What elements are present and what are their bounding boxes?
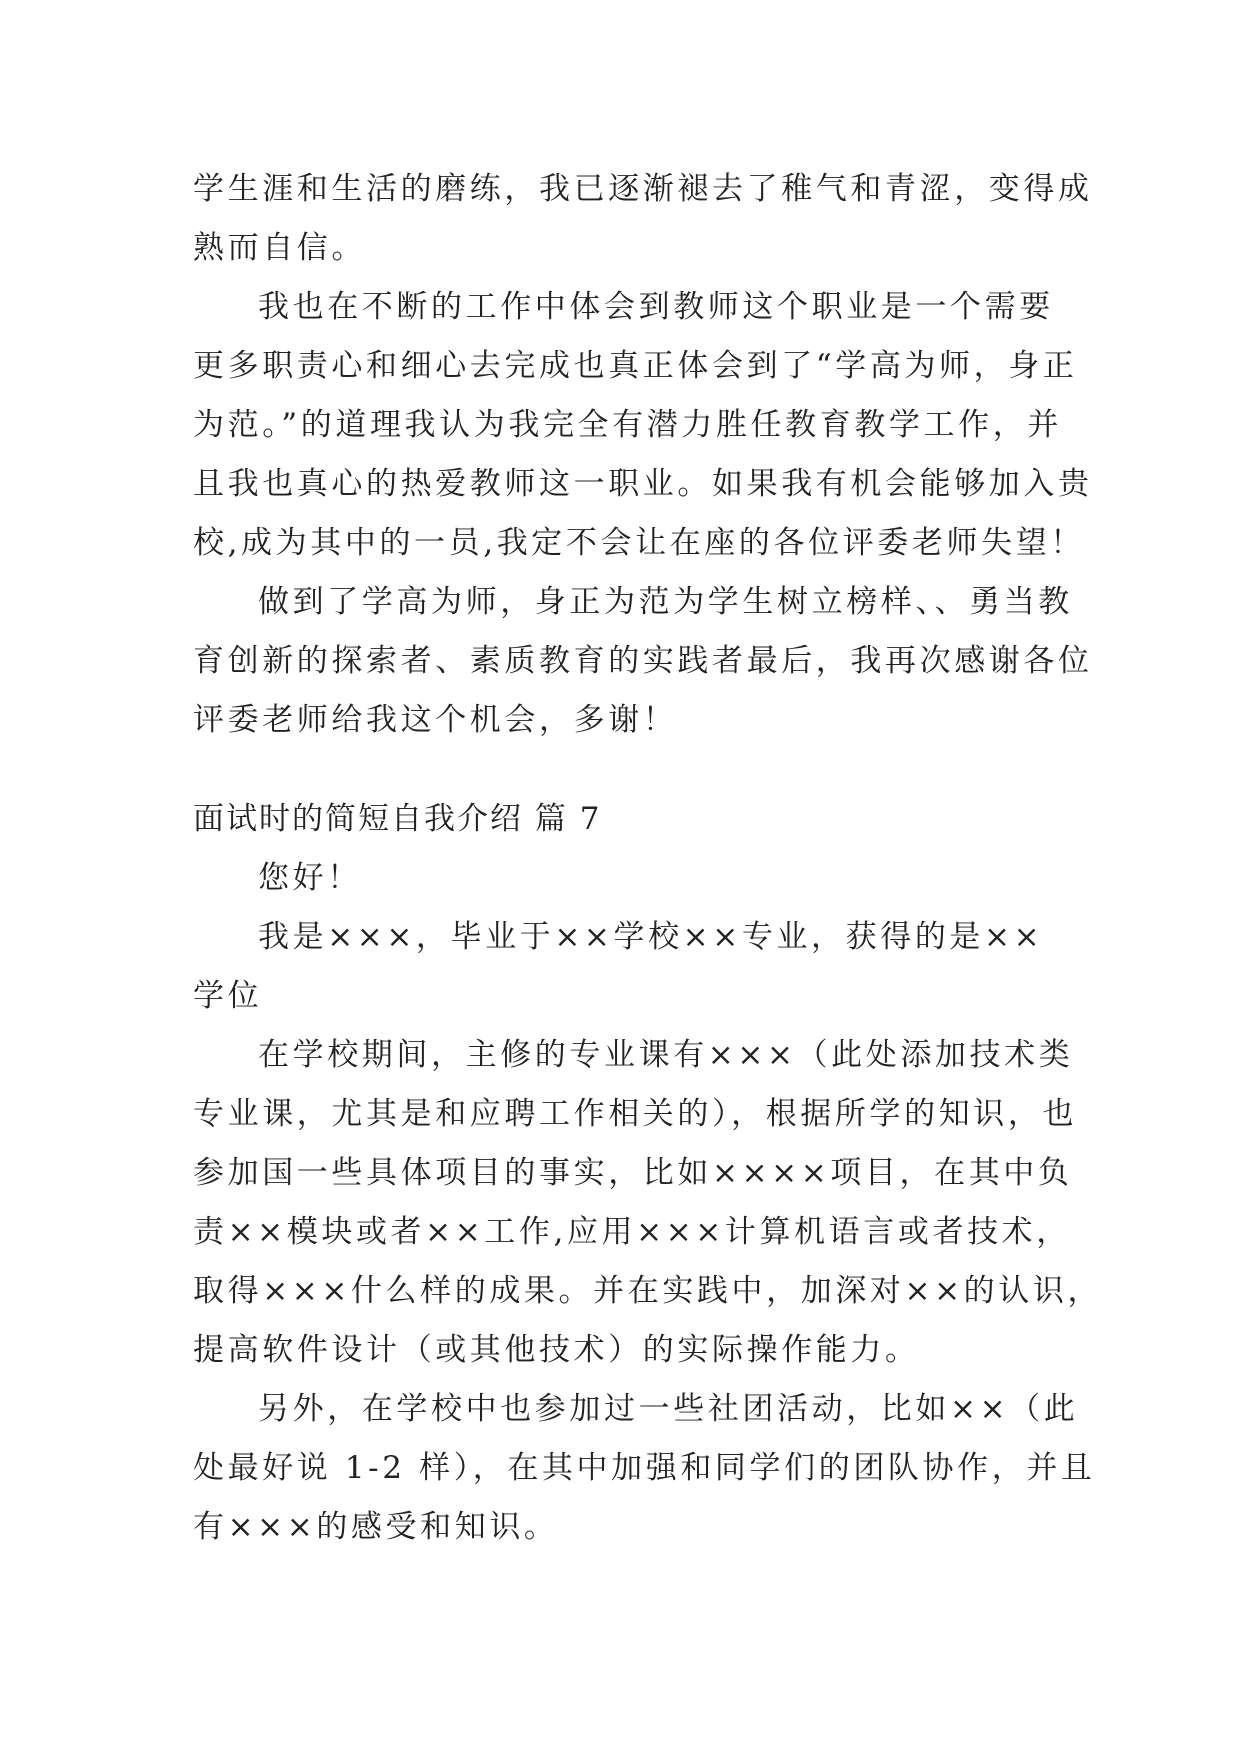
paragraph-line: 我是×××，毕业于××学校××专业，获得的是×× <box>258 919 1044 955</box>
paragraph-line: 提高软件设计（或其他技术）的实际操作能力。 <box>193 1332 920 1368</box>
paragraph-line: 更多职责心和细心去完成也真正体会到了“学高为师，身正 <box>193 348 1078 384</box>
paragraph-line: 有×××的感受和知识。 <box>193 1509 559 1545</box>
paragraph-line: 责××模块或者××工作,应用×××计算机语言或者技术， <box>193 1214 1071 1250</box>
paragraph-line: 校,成为其中的一员,我定不会让在座的各位评委老师失望！ <box>193 525 1085 561</box>
paragraph-line: 在学校期间，主修的专业课有×××（此处添加技术类 <box>258 1037 1074 1073</box>
paragraph-line: 处最好说 1-2 样），在其中加强和同学们的团队协作，并且 <box>193 1450 1096 1486</box>
paragraph-line: 为范。”的道理我认为我完全有潜力胜任教育教学工作，并 <box>193 407 1062 443</box>
paragraph-line: 评委老师给我这个机会，多谢！ <box>193 702 678 738</box>
paragraph-line: 学生涯和生活的磨练，我已逐渐褪去了稚气和青涩，变得成 <box>193 171 1093 207</box>
paragraph-line: 专业课，尤其是和应聘工作相关的），根据所学的知识，也 <box>193 1096 1078 1132</box>
paragraph-line: 取得×××什么样的成果。并在实践中，加深对××的认识， <box>193 1273 1103 1309</box>
paragraph-line: 我也在不断的工作中体会到教师这个职业是一个需要 <box>258 289 1054 325</box>
paragraph-line: 另外，在学校中也参加过一些社团活动，比如××（此 <box>258 1391 1079 1427</box>
section-heading: 面试时的简短自我介绍 篇 7 <box>193 801 602 837</box>
paragraph-line: 育创新的探索者、素质教育的实践者最后，我再次感谢各位 <box>193 643 1093 679</box>
paragraph-line: 熟而自信。 <box>193 230 366 266</box>
paragraph-line: 做到了学高为师，身正为范为学生树立榜样、、勇当教 <box>258 584 1073 620</box>
paragraph-line: 参加国一些具体项目的事实，比如××××项目，在其中负 <box>193 1155 1073 1191</box>
greeting-line: 您好！ <box>258 860 362 896</box>
paragraph-line: 且我也真心的热爱教师这一职业。如果我有机会能够加入贵 <box>193 466 1093 502</box>
paragraph-line: 学位 <box>193 978 263 1014</box>
